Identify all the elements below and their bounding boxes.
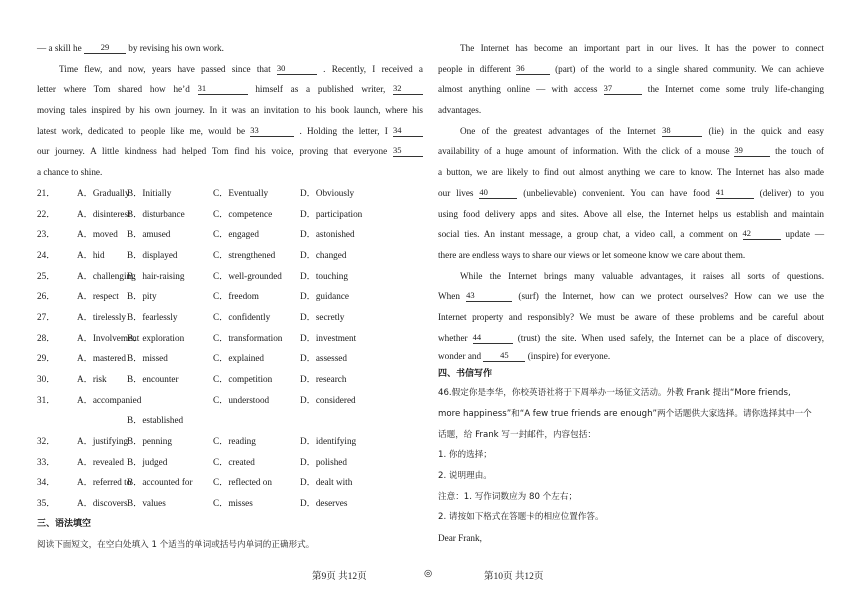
text: (deliver) to you [759, 187, 825, 198]
option-b[interactable]: B．encounter [127, 374, 179, 384]
question-number: 33． [37, 456, 56, 467]
option-c[interactable]: C．explained [213, 353, 265, 364]
option-a[interactable]: A．moved [77, 229, 118, 240]
question-number: 35． [37, 498, 56, 509]
text: himself as a published writer, [255, 84, 386, 95]
left-column [37, 38, 423, 555]
instruction-text: 阅读下面短文，在空白处填入 1 个适当的单词或括号内单词的正确形式。 [37, 539, 315, 550]
page-number-left: 第9页 共12页 [312, 572, 367, 582]
option-b[interactable]: B．accounted for [127, 477, 193, 488]
text: people in different [438, 63, 512, 74]
question-number: 31． [37, 394, 56, 405]
text-line [438, 183, 824, 204]
option-d[interactable]: D．identifying [300, 436, 357, 447]
option-a[interactable]: A．accompanied [77, 394, 142, 405]
question-item [37, 493, 423, 514]
blank-45[interactable]: 45 [483, 350, 525, 362]
text: (surf) the Internet, how can we protect ourselves? How can we use the [518, 291, 825, 302]
option-b[interactable]: B．missed [127, 353, 168, 364]
blank-29[interactable]: 29 [84, 42, 126, 54]
blank-40[interactable]: 40 [479, 187, 517, 199]
option-b[interactable]: B．values [127, 498, 166, 509]
option-c[interactable]: C．created [213, 456, 255, 467]
blank-39[interactable]: 39 [734, 145, 770, 157]
option-c[interactable]: C．strengthened [213, 249, 276, 260]
option-d[interactable]: D．Obviously [300, 187, 355, 198]
option-b[interactable]: B．exploration [127, 332, 185, 343]
prompt-line: 2. 请按如下格式在答题卡的相应位置作答。 [438, 512, 604, 523]
text: Time flew, and now, years have passed since that [59, 63, 271, 74]
option-c[interactable]: C．reading [213, 436, 256, 447]
option-a[interactable]: A．mastered [77, 353, 126, 364]
text-line [37, 79, 423, 100]
question-number: 30． [37, 374, 56, 384]
text: (unbelievable) convenient. You can have food [523, 187, 710, 198]
text: (part) of the world to a single shared community. We can achieve [555, 63, 825, 74]
text-line [37, 121, 423, 142]
blank-30[interactable]: 30 [277, 63, 317, 75]
blank-36[interactable]: 36 [516, 63, 550, 75]
text: availability of a huge amount of information. With the click of a mouse [438, 146, 730, 157]
text-line [37, 141, 423, 162]
option-a[interactable]: A．hid [77, 249, 105, 260]
option-c[interactable]: C．reflected on [213, 477, 272, 488]
center-mark: ◎ [424, 569, 433, 579]
option-c[interactable]: C．transformation [213, 332, 283, 343]
question-number: 27． [37, 311, 56, 322]
option-d[interactable]: D．deserves [300, 498, 348, 509]
question-item [37, 348, 423, 369]
letter-salutation: Dear Frank, [438, 533, 482, 544]
text-line [438, 121, 824, 142]
text: social ties. An instant message, a group chat, a video call, a comment on [438, 229, 738, 240]
option-a[interactable]: A．challenging [77, 270, 136, 281]
question-item [37, 431, 423, 452]
text: update — [785, 229, 825, 240]
text-line: moving tales inspired by his own journey. In it was an invitation to his book launch, where his [37, 105, 423, 116]
text-line: a chance to shine. [37, 167, 103, 178]
question-item [37, 452, 423, 473]
question-list [37, 431, 423, 514]
option-d[interactable]: D．polished [300, 456, 347, 467]
right-column [438, 38, 824, 549]
blank-42[interactable]: 42 [743, 228, 781, 240]
question-item [37, 472, 423, 493]
option-a[interactable]: A．justifying [77, 436, 129, 447]
prompt-line: more happiness”和“A few true friends are enough”两个话题供大家选择。请你选择其中一个 [438, 409, 812, 419]
option-a[interactable]: A．Gradually [77, 187, 130, 198]
question-item [37, 245, 423, 266]
blank-34[interactable]: 34 [393, 125, 423, 137]
text: latest work, dedicated to people like me, would be [37, 125, 246, 136]
section-heading: 三、语法填空 [37, 518, 92, 529]
question-item [37, 328, 423, 349]
option-c[interactable]: C．Eventually [213, 187, 269, 198]
option-b[interactable]: B．judged [127, 456, 168, 467]
blank-32[interactable]: 32 [393, 83, 423, 95]
text: . Holding the letter, I [299, 125, 388, 136]
prompt-line: 46.假定你是李华，你校英语社将于下周举办一场征文活动。外教 Frank 提出“More friends, [438, 388, 791, 399]
text-line: While the Internet brings many valuable advantages, it raises all sorts of questions. [460, 270, 824, 281]
text-line [37, 38, 423, 59]
option-b[interactable]: B．fearlessly [127, 311, 178, 322]
text: wonder and [438, 351, 482, 362]
text-line: there are endless ways to share our views or let someone know we care about them. [438, 249, 746, 260]
question-number: 32． [37, 436, 56, 447]
option-b[interactable]: B．established [127, 415, 184, 426]
option-d[interactable]: D．participation [300, 208, 363, 219]
option-c[interactable]: C．engaged [213, 229, 259, 240]
text: our lives [438, 187, 474, 198]
option-d[interactable]: D．dealt with [300, 477, 353, 488]
option-a[interactable]: A．disinterest [77, 208, 131, 219]
question-number: 24． [37, 249, 56, 260]
question-item [37, 224, 423, 245]
text: (trust) the site. When used safely, the Internet can be a place of discovery, [517, 332, 824, 343]
question-number: 26． [37, 291, 56, 302]
question-number: 29． [37, 353, 56, 364]
text-line [438, 328, 824, 349]
option-d[interactable]: D．assessed [300, 353, 347, 364]
option-c[interactable]: C．competition [213, 374, 273, 384]
text-line: advantages. [438, 105, 482, 116]
text: the touch of [775, 146, 824, 157]
option-d[interactable]: D．investment [300, 332, 357, 343]
prompt-line: 话题，给 Frank 写一封邮件，内容包括： [438, 429, 596, 440]
option-d[interactable]: D．astonished [300, 229, 355, 240]
question-list [37, 183, 423, 390]
text: whether [438, 332, 468, 343]
option-d[interactable]: D．considered [300, 394, 356, 405]
option-a[interactable]: A．referred to [77, 477, 132, 488]
prompt-line: 2. 说明理由。 [438, 471, 492, 482]
text: almost anything online — with access [438, 84, 598, 95]
question-item [37, 307, 423, 328]
text: letter where Tom shared how he’d [37, 84, 190, 95]
option-d[interactable]: D．research [300, 374, 347, 384]
question-item [37, 266, 423, 287]
text: by revising his own work. [128, 43, 224, 53]
blank-41[interactable]: 41 [716, 187, 754, 199]
page-footer [0, 568, 860, 584]
blank-43[interactable]: 43 [466, 290, 512, 302]
option-d[interactable]: D．touching [300, 270, 348, 281]
question-31 [37, 390, 423, 411]
blank-38[interactable]: 38 [662, 125, 702, 137]
option-a[interactable]: A．tirelessly [77, 311, 126, 322]
option-d[interactable]: D．guidance [300, 291, 349, 302]
question-number: 34． [37, 477, 56, 488]
question-item [37, 183, 423, 204]
text: — a skill he [37, 43, 82, 53]
text-line: a button, we are likely to find out almost anything we care to know. The Internet has also made [438, 167, 824, 178]
question-item [37, 369, 423, 390]
option-b[interactable]: B．Initially [127, 187, 172, 198]
text-line: The Internet has become an important part in our lives. It has the power to connect [460, 43, 824, 53]
text: (lie) in the quick and easy [708, 125, 825, 136]
blank-35[interactable]: 35 [393, 145, 423, 157]
option-b[interactable]: B．amused [127, 229, 171, 240]
option-b[interactable]: B．displayed [127, 249, 178, 260]
text-line [438, 79, 824, 100]
text: When [438, 291, 460, 302]
text: . Recently, I received a [323, 63, 424, 74]
question-number: 23． [37, 229, 56, 240]
blank-31[interactable]: 31 [198, 83, 248, 95]
text-line [438, 59, 824, 80]
prompt-line: 注意：1. 写作词数应为 80 个左右； [438, 491, 578, 502]
option-a[interactable]: A．Involvement [77, 332, 140, 343]
question-item [37, 286, 423, 307]
blank-37[interactable]: 37 [604, 83, 642, 95]
text-line: Internet property and responsibly? We must be aware of these problems and be careful about [438, 311, 824, 322]
text-line [438, 348, 824, 365]
text-line [438, 141, 824, 162]
text: (inspire) for everyone. [527, 351, 611, 362]
text: our journey. A little kindness had helped Tom find his voice, proving that everyone [37, 146, 388, 157]
option-b[interactable]: B．penning [127, 436, 172, 447]
blank-44[interactable]: 44 [473, 332, 513, 344]
text-line: using food delivery apps and sites. Above all else, the Internet helps us establish and maintain [438, 208, 824, 219]
option-a[interactable]: A．discovers [77, 498, 128, 509]
option-c[interactable]: C．confidently [213, 311, 271, 322]
option-b[interactable]: B．pity [127, 291, 157, 302]
option-c[interactable]: C．understood [213, 394, 270, 405]
option-c[interactable]: C．competence [213, 208, 273, 219]
option-c[interactable]: C．misses [213, 498, 253, 509]
question-number: 22． [37, 208, 56, 219]
option-b[interactable]: B．disturbance [127, 208, 185, 219]
text-line [438, 224, 824, 245]
question-number: 28． [37, 332, 56, 343]
text: the Internet come some truly life-changing [647, 84, 824, 95]
option-c[interactable]: C．well-grounded [213, 270, 282, 281]
section-heading: 四、书信写作 [438, 369, 493, 380]
blank-33[interactable]: 33 [250, 125, 294, 137]
question-31-line2 [37, 410, 423, 431]
prompt-line: 1. 你的选择； [438, 450, 492, 461]
question-item [37, 204, 423, 225]
option-a[interactable]: A．revealed [77, 456, 124, 467]
option-d[interactable]: D．changed [300, 249, 347, 260]
option-c[interactable]: C．freedom [213, 291, 259, 302]
option-d[interactable]: D．secretly [300, 311, 345, 322]
question-number: 25． [37, 270, 56, 281]
option-a[interactable]: A．risk [77, 374, 107, 384]
text-line [438, 286, 824, 307]
option-b[interactable]: B．hair-raising [127, 270, 185, 281]
page-number-right: 第10页 共12页 [484, 572, 544, 582]
question-number: 21． [37, 187, 56, 198]
text-line [37, 59, 423, 80]
text: One of the greatest advantages of the Internet [460, 125, 656, 136]
option-a[interactable]: A．respect [77, 291, 119, 302]
